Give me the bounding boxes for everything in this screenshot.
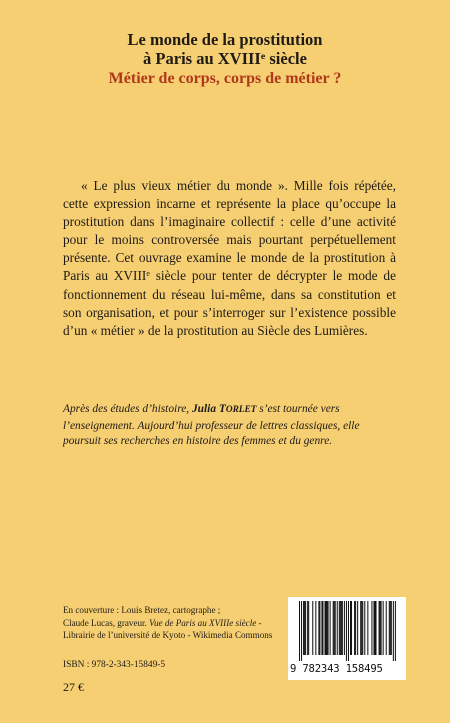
barcode-bar <box>342 601 343 655</box>
book-title-line-1: Le monde de la prostitution <box>127 30 323 49</box>
author-last-initial: T <box>218 403 226 415</box>
isbn: ISBN : 978-2-343-15849-5 <box>63 660 166 670</box>
summary-text-1: « Le plus vieux métier du monde ». Mille fois répétée, cette expression incarne et représente la place qu’occupe la prostitution dans l’imaginaire collectif : celle d’une activité pour le moins controversée mais pourtant perpétuellement présente. Cet ouvrage examine le monde de la prostitution à Paris au XVIII <box>63 178 396 284</box>
barcode-bar <box>301 601 302 661</box>
barcode-bar <box>315 601 316 655</box>
barcode-bar <box>374 601 375 655</box>
barcode-bar <box>373 601 374 655</box>
barcode-bar <box>337 601 338 655</box>
barcode-bar <box>319 601 320 655</box>
barcode-bar <box>333 601 334 655</box>
title-text-end: siècle <box>265 49 307 68</box>
author-bio <box>63 402 396 450</box>
barcode-bar <box>341 601 342 655</box>
author-name <box>192 403 256 415</box>
barcode-digits: 9 782343 158495 <box>290 663 383 675</box>
title-text: à Paris au XVIII <box>143 49 261 68</box>
barcode-bar <box>325 601 326 655</box>
barcode-bar <box>335 601 336 655</box>
bio-text-start: Après des études d’histoire, <box>63 403 192 415</box>
book-subtitle: Métier de corps, corps de métier ? <box>108 70 342 87</box>
barcode-bar <box>340 601 341 655</box>
summary-paragraph <box>63 177 396 340</box>
barcode-bar <box>389 601 390 655</box>
barcode-bar <box>376 601 377 655</box>
bio-text-end: s’est tournée vers l’enseignement. Aujourd’hui professeur de lettres classiques, elle poursuit ses recherches en histoire des femmes et du genre. <box>63 403 360 448</box>
credits-line-1: En couverture : Louis Bretez, cartographe ; <box>63 605 221 615</box>
title-block <box>0 30 450 89</box>
barcode-bar <box>322 601 323 655</box>
barcode-bar <box>348 601 349 661</box>
price: 27 € <box>63 680 84 694</box>
barcode <box>288 597 406 680</box>
barcode-bar <box>312 601 313 655</box>
title-superscript: e <box>260 50 266 62</box>
credits-line-2 <box>63 617 278 630</box>
book-title-line-2 <box>0 49 450 68</box>
summary-superscript: e <box>146 269 150 279</box>
barcode-bar <box>390 601 391 655</box>
barcode-bar <box>305 601 306 655</box>
credits-line-3: Librairie de l’université de Kyoto - Wikimedia Commons <box>63 630 273 641</box>
barcode-bar <box>344 601 345 655</box>
author-last-rest: ORLET <box>225 405 257 415</box>
barcode-bar <box>321 601 322 655</box>
cover-credits <box>63 604 278 642</box>
barcode-bar <box>360 601 361 655</box>
barcode-bars <box>288 597 406 663</box>
barcode-bar <box>308 601 309 655</box>
barcode-bar <box>330 601 331 655</box>
barcode-bar <box>395 601 396 661</box>
barcode-bar <box>381 601 382 655</box>
barcode-bar <box>362 601 363 655</box>
barcode-bar <box>391 601 392 655</box>
barcode-bar <box>367 601 368 655</box>
barcode-bar <box>383 601 384 655</box>
barcode-bar <box>351 601 352 655</box>
barcode-bar <box>304 601 305 655</box>
barcode-bar <box>380 601 381 655</box>
barcode-bar <box>326 601 327 655</box>
barcode-bar <box>357 601 358 655</box>
barcode-bar <box>328 601 329 655</box>
barcode-bar <box>303 601 304 655</box>
barcode-bar <box>299 601 300 661</box>
credits-engraver: Claude Lucas, graveur. <box>63 617 150 628</box>
barcode-bar <box>318 601 319 655</box>
barcode-bar <box>386 601 387 655</box>
author-first-name: Julia <box>191 403 219 415</box>
barcode-bar <box>334 601 335 655</box>
barcode-bar <box>371 601 372 655</box>
credits-dash: - <box>256 617 262 628</box>
barcode-bar <box>379 601 380 655</box>
barcode-bar <box>364 601 365 655</box>
barcode-bar <box>327 601 328 655</box>
barcode-bar <box>350 601 351 655</box>
summary-text-2: siècle pour tenter de décrypter le mode de fonctionnement du réseau lui-même, dans sa constitution et son organisation, et pour s’interroger sur l’existence possible d’un « métier » de la prostitution au Siècle des Lumières. <box>63 268 396 338</box>
barcode-bar <box>339 601 340 655</box>
barcode-bar <box>393 601 394 661</box>
barcode-bar <box>354 601 355 655</box>
barcode-bar <box>361 601 362 655</box>
credits-artwork-title: Vue de Paris au XVIIIe siècle <box>149 617 257 628</box>
barcode-bar <box>346 601 347 661</box>
barcode-bar <box>307 601 308 655</box>
barcode-bar <box>355 601 356 655</box>
